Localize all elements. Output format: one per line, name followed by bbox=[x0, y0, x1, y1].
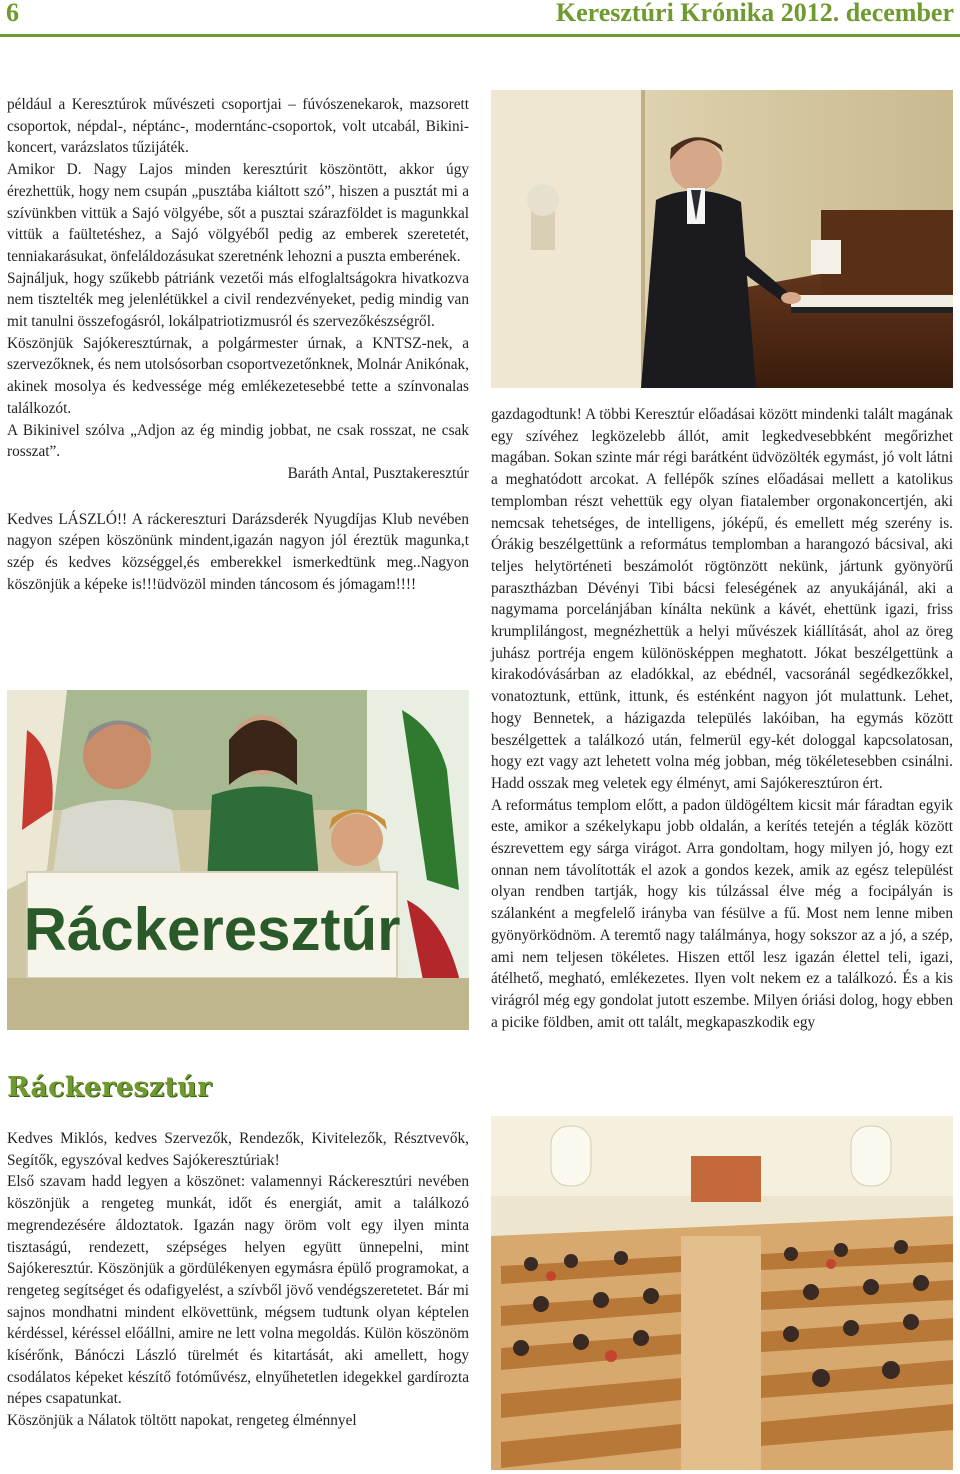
paragraph: Sajnáljuk, hogy szűkebb pátriánk vezetői más elfoglaltságokra hivatkozva nem tisztelték meg jelenlétükkel a civil rendezvényeket, pedig mindig van mit tanulni összefogásról, lokálpatriotizmusról és szervezőkészségről. bbox=[7, 269, 469, 331]
spacer bbox=[7, 485, 469, 509]
signature: Baráth Antal, Pusztakeresztúr bbox=[287, 464, 469, 482]
paragraph: Első szavam hadd legyen a köszönet: valamennyi Ráckeresztúri nevében köszönjük a rengeteg munkát, időt és energiát, amit a találkozó megrendezésére áldoztatok. Igazán nagy öröm volt egy ilyen minta tisztaságú, rendezett, szépséges helyen együtt ünnepelni, mint Sajókeresztúr. Köszönjük a gördülékenyen egymásra épülő programokat, a rengeteg segítséget és odafigyelést, a szívből jövő vendégszeretetet. Bár mi sajnos mondhatni mindent elkövettünk, mégsem tudtunk olyan képtelen kérdéssel, kéréssel előállni, amire ne lett volna megoldás. Külön köszönöm kísérőnk, Bánóczi László türelmét és kitartását, aki amellett, hogy csodálatos képeket készítő fotóművész, elnyűhetetlen idegekkel gardírozta népes csapatunkat. bbox=[7, 1173, 469, 1408]
paragraph: Köszönjük a Nálatok töltött napokat, rengeteg élménnyel bbox=[7, 1412, 357, 1430]
rackeresztur-group-photo bbox=[7, 690, 469, 1030]
paragraph: Köszönjük Sajókeresztúrnak, a polgármester úrnak, a KNTSZ-nek, a szervezőknek, és nem utolsósorban csoportvezetőnknek, Molnár Anikónak, akinek mosolya és kedvessége még emlékezetesebbé tette a színvonalas találkozót. bbox=[7, 334, 469, 417]
paragraph: Amikor D. Nagy Lajos minden keresztúrit köszöntött, akkor úgy érezhettük, hogy nem csupán „pusztába kiáltott szó”, hiszen a pusztát mi a szívünkben vittük a Sajó völgyébe, sőt a pusztai szárazföldet is magunkkal vittük a faültetéshez, a Sajó völgyéből pedig az emberek szeretetét, tenniakarásukat, önfeláldozásukat szeretnénk lehozni a puszta emberének. bbox=[7, 161, 469, 265]
group-photo-sign: Ráckeresztúr bbox=[23, 896, 401, 963]
section-title: Ráckeresztúr bbox=[7, 1072, 212, 1103]
left-column-top bbox=[7, 94, 469, 595]
paragraph: például a Keresztúrok művészeti csoportjai – fúvószenekarok, mazsorett csoportok, népdal-, néptánc-, moderntánc-csoportok, volt utcabál, Bikini-koncert, varázslatos tűzijáték. bbox=[7, 96, 469, 157]
journal-title: Keresztúri Krónika 2012. december bbox=[555, 0, 954, 27]
paragraph: Kedves Miklós, kedves Szervezők, Rendezők, Kivitelezők, Résztvevők, Segítők, egyszóval kedves Sajókeresztúriak! bbox=[7, 1130, 469, 1169]
paragraph: gazdagodtunk! A többi Keresztúr előadásai között mindenki talált magának egy szívéhez legközelebb állót, amit legkedvesebbként megőrizhet magában. Sokan szinte már régi barátként üdvözölték egymást, jó volt látni a meghatódott arcokat. A fellépők színes előadásai mellett a katolikus templomban részt vehettük egy olyan fiatalember orgonakoncertjén, aki nemcsak tehetséges, de intelligens, jóképű, és emellett még szerény is. Órákig beszélgettünk a református templomban a harangozó bácsival, aki teljes helytörténeti beszámolót rögtönzött nekünk, jártunk gyönyörű parasztházban Dévényi Tibi bácsi feleségének az anyukájánál, aki a nagymama porcelánjában kínálta nekünk a kávét, ehettünk igazi, friss krumplilángost, megnézhettük a helyi művészek kiállítását, ahol az öreg juhász portréja engem különösképpen meghatott. Jókat beszélgettünk a kirakodóvásárban az eladókkal, az ebédnél, vacsoránál segédkezőkkel, vonatoztunk, ettünk, ittunk, és esténként nagyon jót mulattunk. Lehet, hogy Bennetek, a házigazda település lakóiban, ha egymás között beszélgettek a találkozó után, felmerül egy-két dologgal kapcsolatosan, hogy ezt vagy azt lehetett volna még jobban, még tökéletesebben csinálni. Hadd osszak meg veletek egy élményt, ami Sajókeresztúron ért. bbox=[491, 406, 953, 792]
header-rule bbox=[0, 34, 960, 37]
page-number: 6 bbox=[6, 0, 19, 27]
left-column-bottom bbox=[7, 1128, 469, 1432]
paragraph: A Bikinivel szólva „Adjon az ég mindig jobbat, ne csak rosszat, ne csak rosszat”. bbox=[7, 421, 469, 461]
page-header bbox=[0, 0, 960, 40]
organ-concert-photo bbox=[491, 90, 953, 388]
paragraph: A református templom előtt, a padon üldögéltem kicsit már fáradtan egyik este, amikor a székelykapu jobb oldalán, a kerítés tetején a téglák között észrevettem egy sárga virágot. Arra gondoltam, hogy milyen jó, hogy ezt onnan nem távolították el azok a gondos kezek, amik az egész települést olyan rendben tartják, hogy kis túlzással élve még a focipályán is szálanként a megfelelő irányba van fésülve a fű. Most nem lenne miben gyönyörködnöm. A teremtő nagy találmánya, hogy sokszor az a jó, a szép, ami nem teljesen tökéletes. Hiszen ettől lesz igazán élettel teli, igazi, átélhető, megható, emlékezetes. Ilyen volt nekem ez a találkozó. És a kis virágról még egy gondolat jutott eszembe. Milyen óriási dolog, hogy ebben a picike földben, amit ott talált, megkapaszkodik egy bbox=[491, 796, 953, 1031]
greeting-paragraph: Kedves LÁSZLÓ!! A ráckereszturi Darázsderék Nyugdíjas Klub nevében nagyon szépen köszönünk mindent,igazán nagyon jól éreztük magunka,t szép és kedves községgel,és emberekkel ismerkedtünk meg..Nagyon köszönjük a képeke is!!!üdvözöl minden táncosom és jómagam!!!! bbox=[7, 510, 469, 593]
church-interior-photo bbox=[491, 1116, 953, 1470]
right-column bbox=[491, 404, 953, 1033]
